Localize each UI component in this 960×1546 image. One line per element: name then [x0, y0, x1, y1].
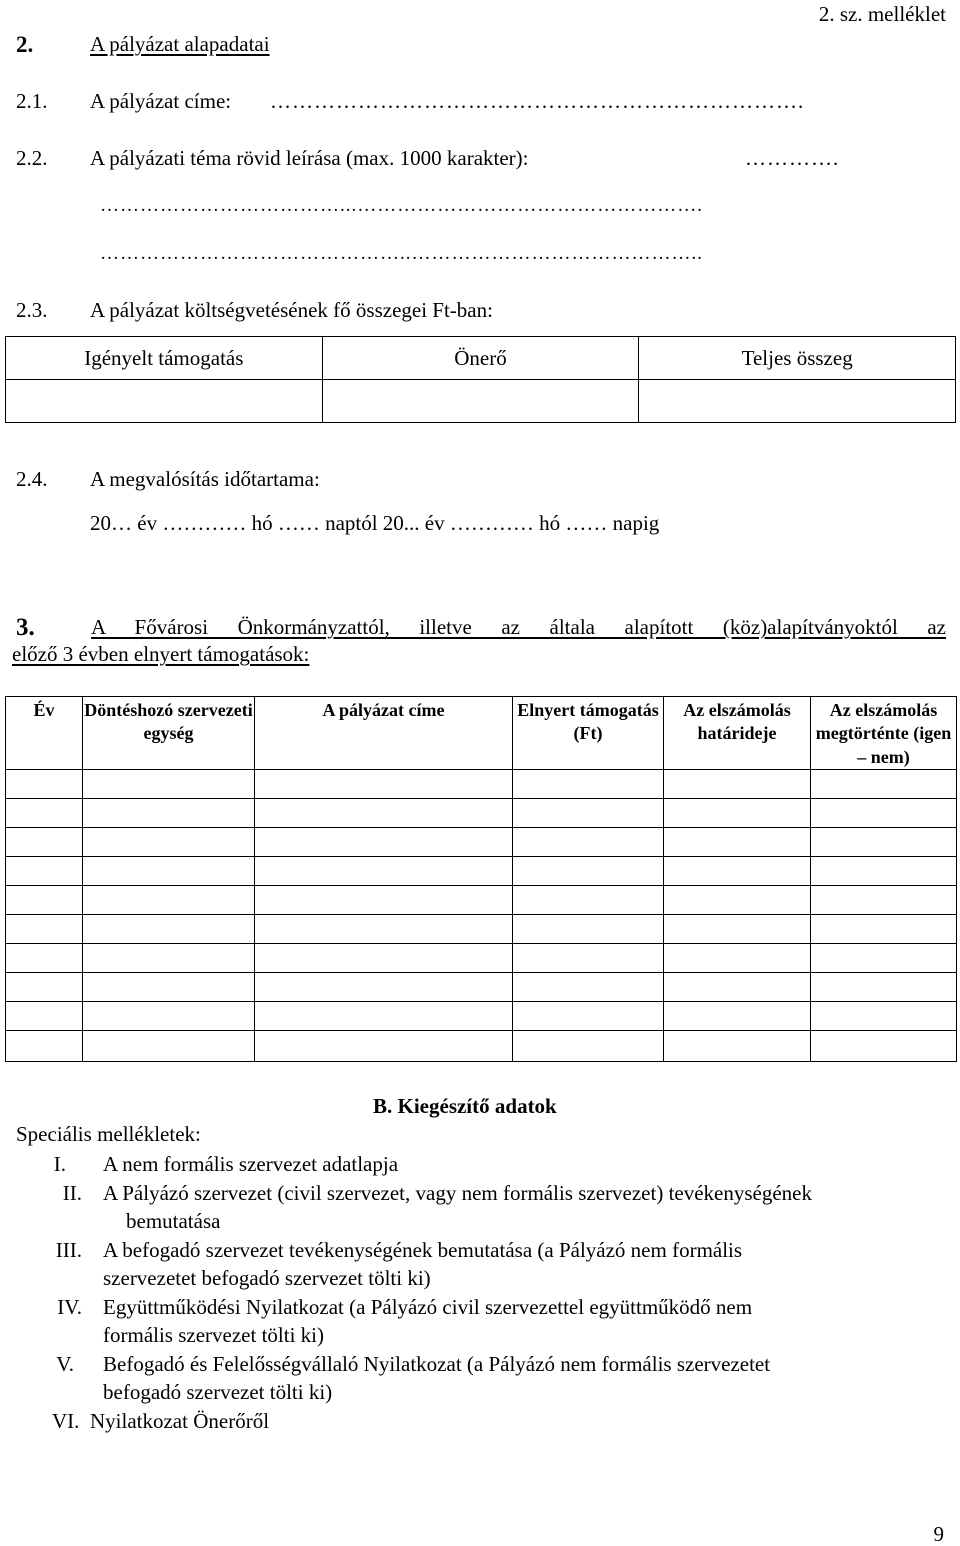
grants-cell-deadline[interactable] [664, 886, 811, 915]
grants-cell-settled[interactable] [811, 1031, 957, 1062]
grants-header-settled: Az elszámolás megtörténte (igen – nem) [811, 697, 957, 770]
list-item-text: Nyilatkozat Önerőről [90, 1408, 270, 1433]
item-2-2-number: 2.2. [16, 146, 48, 170]
table-row [6, 828, 957, 857]
grants-cell-title[interactable] [255, 828, 513, 857]
item-2-1-label: A pályázat címe: [90, 89, 232, 113]
list-item-number: IV. [57, 1294, 82, 1319]
list-item [16, 1407, 946, 1436]
grants-cell-deadline[interactable] [664, 857, 811, 886]
grants-cell-settled[interactable] [811, 799, 957, 828]
grants-cell-settled[interactable] [811, 857, 957, 886]
grants-cell-year[interactable] [6, 857, 83, 886]
grants-cell-amount[interactable] [513, 973, 664, 1002]
grants-cell-year[interactable] [6, 915, 83, 944]
grants-cell-title[interactable] [255, 1031, 513, 1062]
grants-cell-amount[interactable] [513, 944, 664, 973]
grants-cell-decision-unit[interactable] [83, 799, 255, 828]
grants-cell-decision-unit[interactable] [83, 915, 255, 944]
section3-title-line1: A Fővárosi Önkormányzattól, illetve az általa alapított (köz)alapítványoktól az [91, 615, 946, 639]
item-2-1-dots: ………………………………………………………………. [270, 89, 805, 113]
list-item [16, 1236, 946, 1293]
list-item-text: Együttműködési Nyilatkozat (a Pályázó civil szervezettel együttműködő nem [103, 1294, 753, 1319]
grants-cell-decision-unit[interactable] [83, 828, 255, 857]
grants-header-deadline: Az elszámolás határideje [664, 697, 811, 770]
item-2-4-number: 2.4. [16, 467, 48, 491]
list-item-text: A befogadó szervezet tevékenységének bemutatása (a Pályázó nem formális [103, 1237, 743, 1262]
grants-cell-settled[interactable] [811, 944, 957, 973]
grants-cell-amount[interactable] [513, 828, 664, 857]
grants-header-year: Év [6, 697, 83, 770]
grants-cell-amount[interactable] [513, 770, 664, 799]
grants-cell-title[interactable] [255, 973, 513, 1002]
list-item-number: I. [53, 1152, 66, 1176]
grants-cell-amount[interactable] [513, 1031, 664, 1062]
grants-cell-amount[interactable] [513, 886, 664, 915]
grants-cell-year[interactable] [6, 828, 83, 857]
budget-header-total: Teljes összeg [639, 337, 956, 380]
grants-cell-decision-unit[interactable] [83, 1002, 255, 1031]
grants-cell-title[interactable] [255, 886, 513, 915]
grants-cell-year[interactable] [6, 973, 83, 1002]
table-row [6, 1002, 957, 1031]
grants-cell-deadline[interactable] [664, 973, 811, 1002]
table-row [6, 770, 957, 799]
grants-cell-title[interactable] [255, 1002, 513, 1031]
grants-cell-title[interactable] [255, 857, 513, 886]
budget-cell-requested[interactable] [6, 380, 323, 423]
grants-cell-title[interactable] [255, 915, 513, 944]
list-item-text: Befogadó és Felelősségvállaló Nyilatkozat (a Pályázó nem formális szervezetet [103, 1351, 771, 1376]
grants-body [6, 770, 957, 1062]
grants-cell-decision-unit[interactable] [83, 770, 255, 799]
item-2-2-dots-1: …………. [745, 146, 840, 170]
list-item-number: VI. [52, 1408, 80, 1433]
list-item-text-cont: formális szervezet tölti ki) [103, 1323, 325, 1347]
grants-cell-year[interactable] [6, 799, 83, 828]
table-row [6, 886, 957, 915]
list-item [16, 1293, 946, 1350]
table-row [6, 1031, 957, 1062]
budget-header-own-funds: Önerő [322, 337, 639, 380]
section-b-subtitle: Speciális mellékletek: [16, 1122, 201, 1146]
item-2-4-label: A megvalósítás időtartama: [90, 467, 320, 491]
budget-header-requested: Igényelt támogatás [6, 337, 323, 380]
list-item-number: V. [56, 1351, 74, 1376]
grants-cell-amount[interactable] [513, 799, 664, 828]
list-item-text: A nem formális szervezet adatlapja [103, 1152, 399, 1176]
list-item-text-cont: szervezetet befogadó szervezet tölti ki) [103, 1266, 431, 1290]
list-item-text-cont: befogadó szervezet tölti ki) [103, 1380, 333, 1404]
grants-cell-year[interactable] [6, 886, 83, 915]
grants-cell-decision-unit[interactable] [83, 973, 255, 1002]
grants-cell-deadline[interactable] [664, 770, 811, 799]
grants-header-title: A pályázat címe [255, 697, 513, 770]
grants-cell-settled[interactable] [811, 770, 957, 799]
grants-cell-amount[interactable] [513, 1002, 664, 1031]
attachment-label: 2. sz. melléklet [818, 2, 946, 26]
grants-cell-settled[interactable] [811, 973, 957, 1002]
grants-cell-deadline[interactable] [664, 799, 811, 828]
table-row [6, 973, 957, 1002]
grants-cell-amount[interactable] [513, 915, 664, 944]
grants-cell-year[interactable] [6, 944, 83, 973]
attachments-list [16, 1150, 946, 1435]
grants-cell-title[interactable] [255, 944, 513, 973]
section3-number: 3. [16, 614, 35, 641]
list-item-text-cont: bemutatása [126, 1209, 221, 1233]
section2-title: A pályázat alapadatai [90, 32, 270, 56]
grants-cell-year[interactable] [6, 1002, 83, 1031]
grants-cell-title[interactable] [255, 799, 513, 828]
grants-header-amount: Elnyert támogatás (Ft) [513, 697, 664, 770]
grants-cell-year[interactable] [6, 770, 83, 799]
grants-cell-deadline[interactable] [664, 944, 811, 973]
grants-cell-year[interactable] [6, 1031, 83, 1062]
list-item-number: III. [55, 1237, 82, 1262]
section3-title-line2: előző 3 évben elnyert támogatások: [12, 642, 310, 667]
list-item [16, 1350, 946, 1407]
grants-cell-settled[interactable] [811, 828, 957, 857]
budget-cell-total[interactable] [639, 380, 956, 423]
grants-cell-decision-unit[interactable] [83, 857, 255, 886]
grants-cell-decision-unit[interactable] [83, 886, 255, 915]
item-2-2-dots-3: ………………………………………..…………………………………….. [100, 243, 703, 264]
section3-heading [12, 612, 946, 669]
grants-cell-title[interactable] [255, 770, 513, 799]
grants-cell-decision-unit[interactable] [83, 944, 255, 973]
section-b-title: B. Kiegészítő adatok [373, 1094, 557, 1118]
item-2-4-period: 20… év ………… hó …… naptól 20... év ………… hó …… napig [90, 511, 660, 535]
grants-header-decision-unit: Döntéshozó szervezeti egység [83, 697, 255, 770]
grants-cell-deadline[interactable] [664, 915, 811, 944]
table-row [6, 799, 957, 828]
grants-table [5, 696, 957, 1062]
item-2-3-label: A pályázat költségvetésének fő összegei Ft-ban: [90, 298, 493, 322]
list-item-number: II. [62, 1180, 82, 1205]
grants-cell-deadline[interactable] [664, 1031, 811, 1062]
table-row [6, 915, 957, 944]
table-row [6, 944, 957, 973]
item-2-3-number: 2.3. [16, 298, 48, 322]
item-2-2-label: A pályázati téma rövid leírása (max. 1000 karakter): [90, 146, 529, 170]
grants-cell-amount[interactable] [513, 857, 664, 886]
item-2-1-number: 2.1. [16, 89, 48, 113]
grants-cell-settled[interactable] [811, 886, 957, 915]
list-item [16, 1150, 946, 1179]
budget-table [5, 336, 956, 423]
table-row [6, 857, 957, 886]
list-item-text: A Pályázó szervezet (civil szervezet, vagy nem formális szervezet) tevékenységének [103, 1180, 812, 1205]
grants-cell-deadline[interactable] [664, 1002, 811, 1031]
list-item [16, 1179, 946, 1236]
grants-cell-deadline[interactable] [664, 828, 811, 857]
item-2-2-dots-2: ………………………………...……………………………………………. [100, 195, 703, 216]
grants-cell-settled[interactable] [811, 1002, 957, 1031]
grants-cell-decision-unit[interactable] [83, 1031, 255, 1062]
section2-number: 2. [16, 32, 34, 57]
page-number: 9 [933, 1522, 944, 1546]
grants-cell-settled[interactable] [811, 915, 957, 944]
budget-cell-own-funds[interactable] [322, 380, 639, 423]
